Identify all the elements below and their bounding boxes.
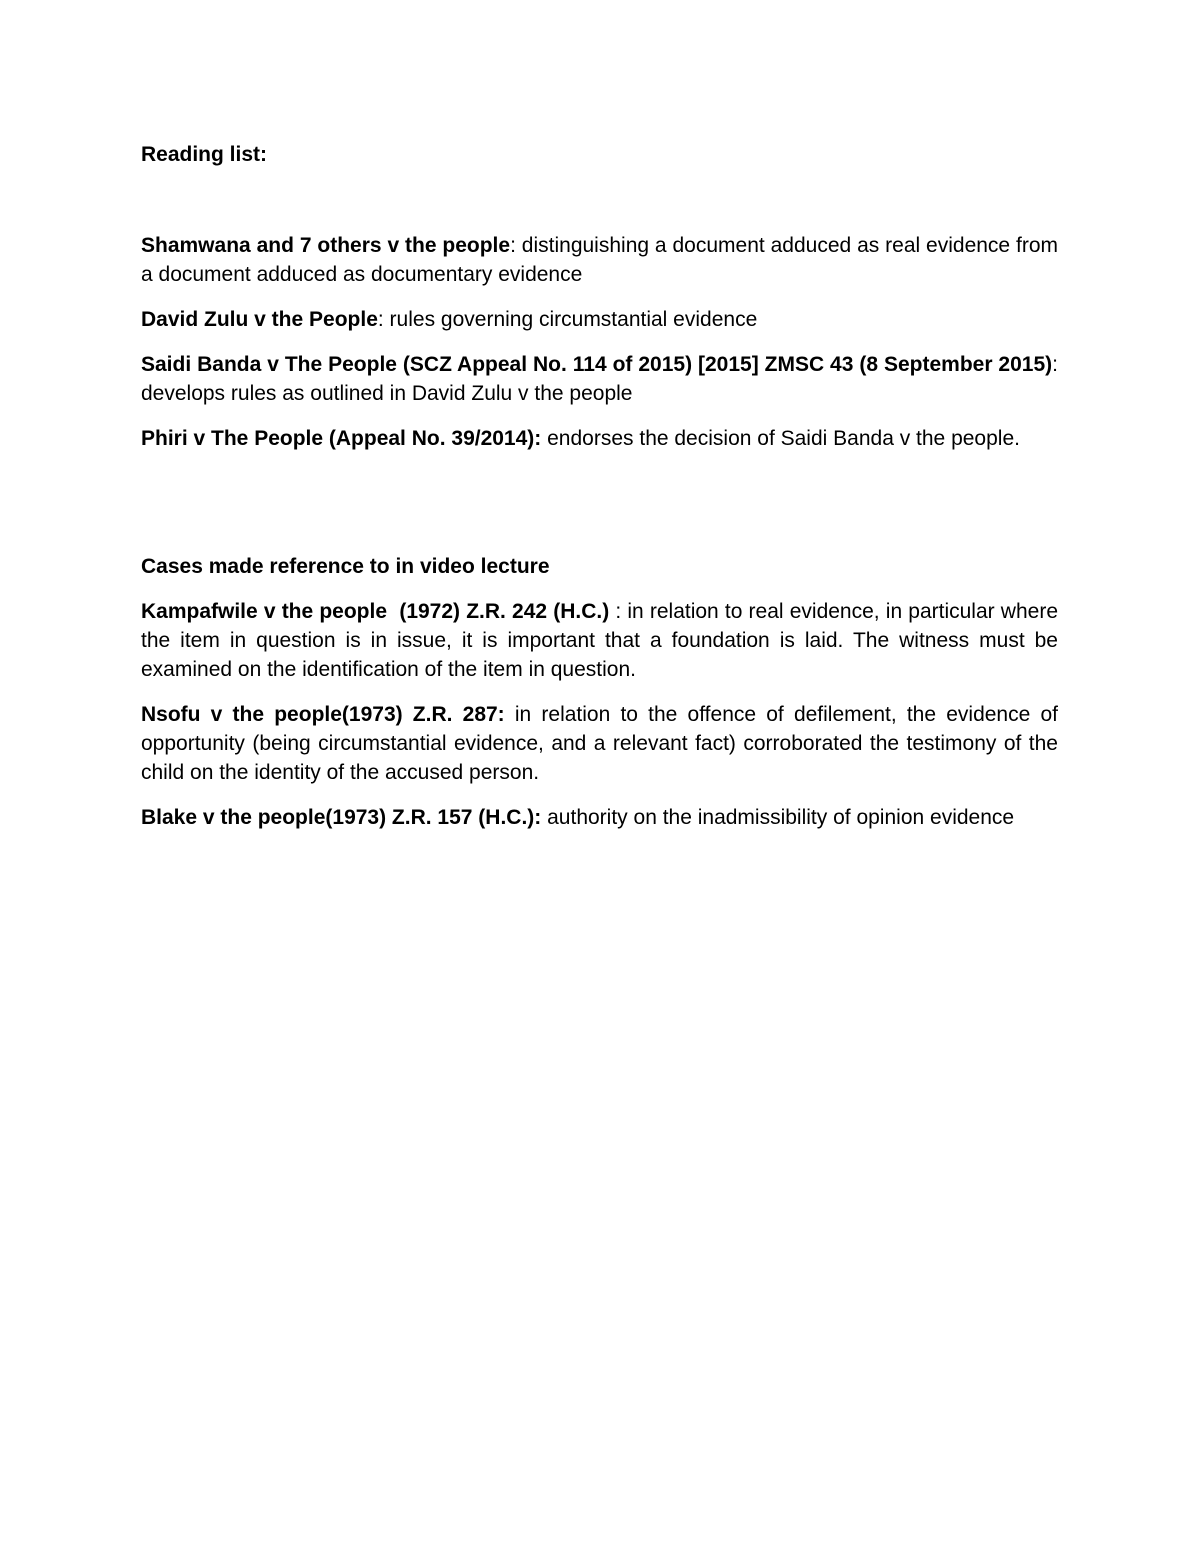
- case-description: : distinguishing a document adduced as real evidence from a document adduced as documentary evidence: [141, 234, 1058, 286]
- case-citation: Kampafwile v the people (1972) Z.R. 242 (H.C.): [141, 600, 610, 623]
- document-page: [141, 140, 1058, 832]
- case-citation: David Zulu v the People: [141, 308, 378, 331]
- reading-list-item: [141, 231, 1058, 289]
- video-lecture-heading: Cases made reference to in video lecture: [141, 555, 550, 578]
- case-citation: Blake v the people(1973) Z.R. 157 (H.C.):: [141, 806, 542, 829]
- reading-list-item: [141, 305, 1058, 334]
- case-citation: Saidi Banda v The People (SCZ Appeal No. 114 of 2015) [2015] ZMSC 43 (8 September 2015): [141, 353, 1053, 376]
- case-citation: Shamwana and 7 others v the people: [141, 234, 511, 257]
- case-description: : develops rules as outlined in David Zulu v the people: [141, 353, 1058, 405]
- case-citation: Nsofu v the people(1973) Z.R. 287:: [141, 703, 505, 726]
- reading-list-heading: Reading list:: [141, 143, 268, 166]
- reading-list-item: [141, 424, 1058, 453]
- case-description: endorses the decision of Saidi Banda v the people.: [541, 427, 1020, 450]
- case-description: : rules governing circumstantial evidence: [377, 308, 758, 331]
- case-description: in relation to the offence of defilement, the evidence of opportunity (being circumstantial evidence, and a relevant fact) corroborated the testimony of the child on the identity of the accused person.: [141, 703, 1058, 784]
- lecture-case-item: [141, 803, 1058, 832]
- case-description: authority on the inadmissibility of opinion evidence: [541, 806, 1015, 829]
- reading-list-item: [141, 350, 1058, 408]
- case-citation: Phiri v The People (Appeal No. 39/2014):: [141, 427, 542, 450]
- lecture-case-item: [141, 597, 1058, 684]
- case-description: : in relation to real evidence, in particular where the item in question is in issue, it is important that a foundation is laid. The witness must be examined on the identification of the item in question.: [141, 600, 1058, 681]
- lecture-case-item: [141, 700, 1058, 787]
